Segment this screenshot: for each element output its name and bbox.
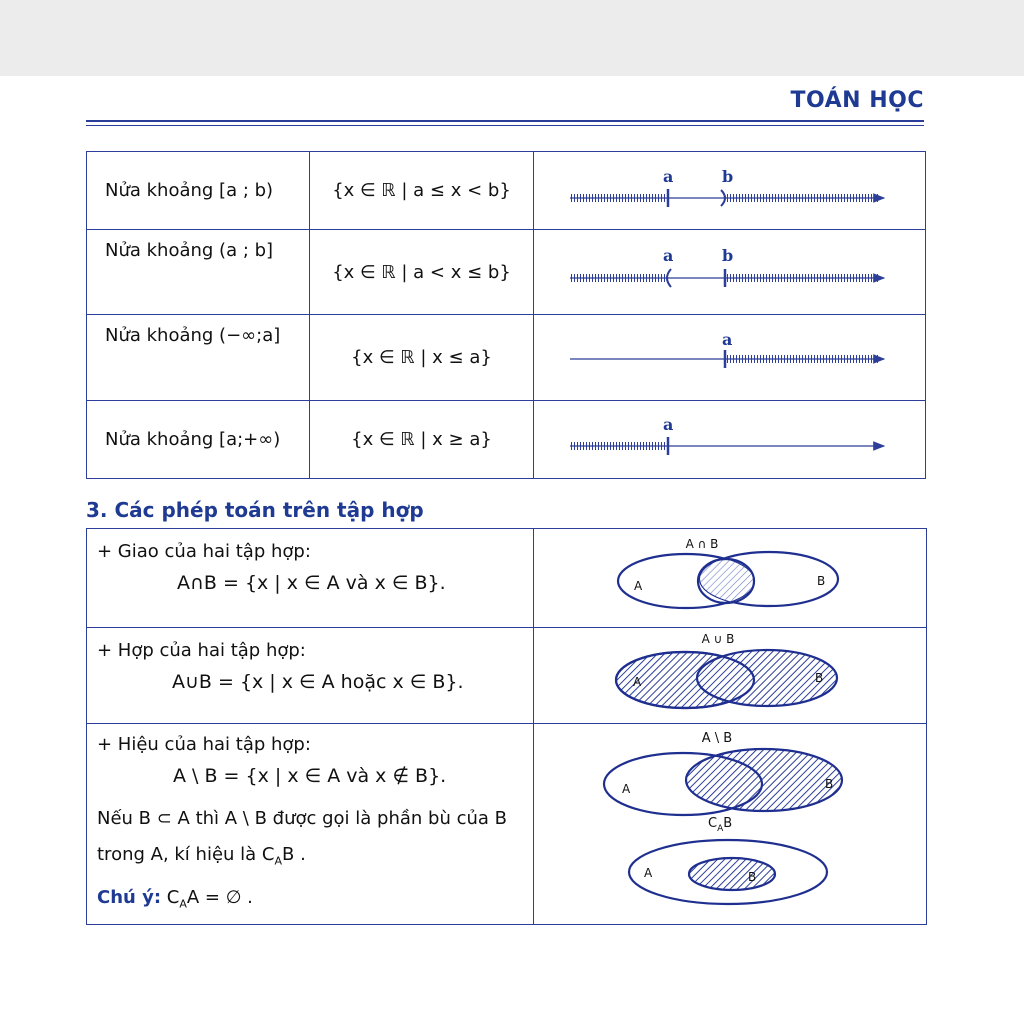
chu-y-line — [97, 880, 533, 923]
venn-b: B — [817, 574, 826, 588]
number-line — [534, 230, 925, 310]
venn-label: A \ B — [701, 731, 733, 746]
venn-difference — [534, 724, 926, 920]
complement-note — [87, 801, 533, 922]
label-a: a — [663, 167, 674, 186]
op-formula: A∪B = {x | x ∈ A hoặc x ∈ B}. — [172, 671, 464, 693]
op-title: + Hiệu của hai tập hợp: — [97, 734, 311, 755]
note-line-1: Nếu B ⊂ A thì A \ B được gọi là phần bù của B — [97, 808, 507, 829]
label-b: b — [722, 246, 734, 265]
chu-y-post: A = ∅ . — [186, 886, 253, 908]
op-title: + Hợp của hai tập hợp: — [97, 640, 306, 661]
interval-set: {x ∈ ℝ | x ≤ a} — [351, 347, 492, 368]
interval-set: {x ∈ ℝ | a ≤ x < b} — [332, 180, 511, 201]
chu-y-label: Chú ý: — [97, 886, 162, 908]
op-title: + Giao của hai tập hợp: — [97, 541, 311, 562]
complement-label: $C_AB$ — [708, 816, 733, 834]
top-margin — [0, 0, 1024, 76]
venn-a: A — [634, 579, 643, 593]
header-rule — [86, 120, 924, 122]
number-line — [534, 315, 925, 396]
complement-b: B — [748, 870, 757, 884]
table-row — [87, 230, 926, 315]
interval-set: {x ∈ ℝ | a < x ≤ b} — [332, 261, 511, 283]
venn-a: A — [622, 782, 631, 796]
number-line — [534, 152, 925, 225]
interval-set: {x ∈ ℝ | x ≥ a} — [351, 429, 492, 450]
label-b: b — [722, 167, 734, 186]
label-a: a — [663, 415, 674, 434]
interval-name: Nửa khoảng (a ; b] — [105, 240, 274, 261]
chu-y-text: C — [161, 886, 180, 908]
op-formula: A \ B = {x | x ∈ A và x ∉ B}. — [173, 765, 447, 787]
venn-label: A ∩ B — [685, 537, 719, 551]
venn-b: B — [825, 777, 834, 791]
venn-label: A ∪ B — [701, 632, 735, 646]
venn-b: B — [815, 671, 824, 685]
table-row — [87, 401, 926, 479]
note-text: trong A, kí hiệu là C — [97, 844, 275, 865]
note-sub: A — [274, 854, 282, 868]
intervals-table — [86, 151, 926, 479]
venn-intersection — [534, 529, 926, 623]
page-header: TOÁN HỌC — [790, 88, 924, 113]
set-operations-table — [86, 528, 927, 925]
note-text-post: B . — [282, 844, 306, 865]
note-line-2 — [97, 837, 533, 880]
op-formula: A∩B = {x | x ∈ A và x ∈ B}. — [177, 572, 446, 594]
number-line — [534, 401, 925, 474]
interval-name: Nửa khoảng [a ; b) — [105, 180, 274, 201]
table-row — [87, 315, 926, 401]
table-row — [87, 152, 926, 230]
table-row — [87, 628, 927, 724]
section-title: 3. Các phép toán trên tập hợp — [86, 498, 424, 522]
interval-name: Nửa khoảng (−∞;a] — [105, 325, 281, 346]
interval-name: Nửa khoảng [a;+∞) — [105, 429, 281, 450]
label-a: a — [722, 330, 733, 349]
chu-y-sub: A — [179, 897, 187, 911]
complement-a: A — [644, 866, 653, 880]
venn-a: A — [633, 675, 642, 689]
table-row — [87, 529, 927, 628]
label-a: a — [663, 246, 674, 265]
header-rule-thin — [86, 125, 924, 126]
table-row — [87, 724, 927, 925]
venn-union — [534, 628, 926, 719]
